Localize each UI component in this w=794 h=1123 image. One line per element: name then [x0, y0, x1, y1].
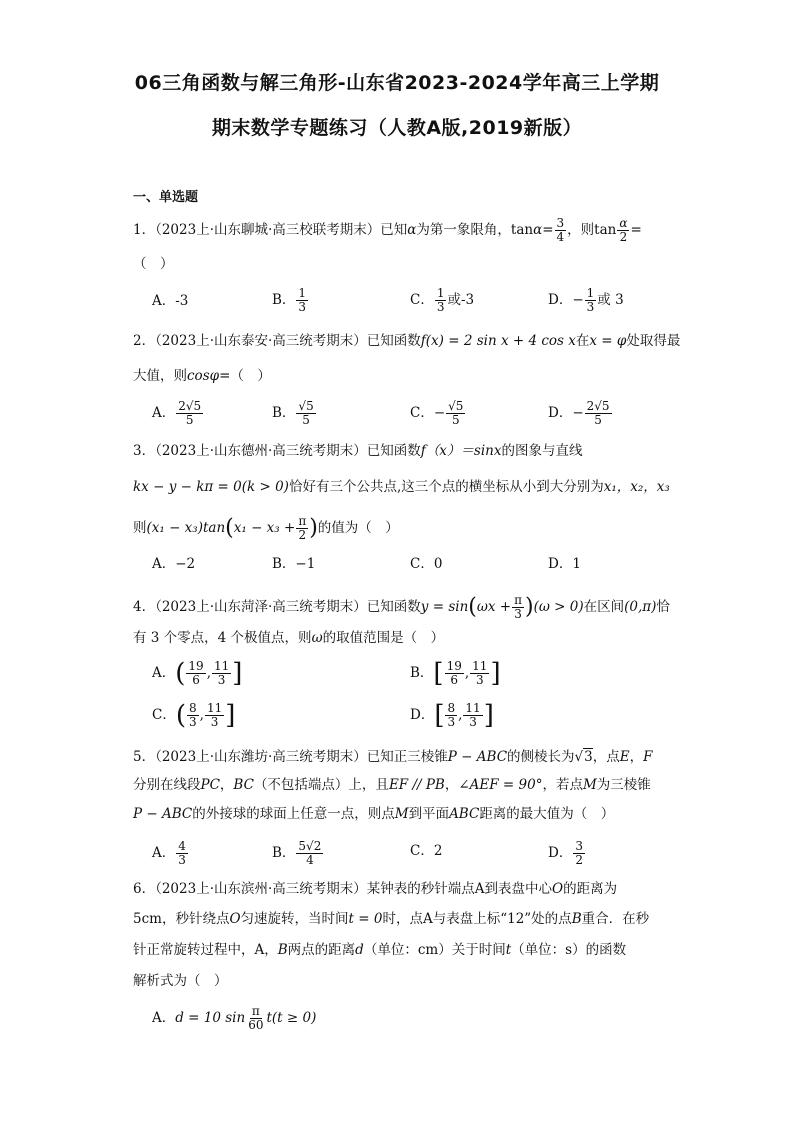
q1-option-b-label: B．	[272, 292, 296, 308]
q4-option-b-open: [	[433, 658, 444, 689]
q5-option-d-label: D．	[548, 845, 573, 861]
q4-option-a-n1: 19	[188, 659, 204, 673]
q4-open-paren: (	[468, 594, 477, 620]
q1-option-d-den: 3	[586, 300, 595, 314]
q6-point-o: O	[552, 881, 564, 897]
q4-condition: (ω > 0)	[533, 599, 584, 615]
q5-option-b-num: 5√2	[298, 839, 322, 853]
q5-comma: ，	[629, 749, 644, 765]
q4-option-d-n1: 8	[447, 701, 456, 715]
q1-tan-2: tan	[594, 222, 617, 238]
q4-option-c-frac1	[187, 702, 199, 729]
q5-point-f: F	[643, 749, 653, 765]
q5-option-d-frac	[573, 840, 585, 867]
q4-option-d: D．[ $\frac{8}{3}$ , $\frac{11}{3}$ ]	[410, 700, 494, 731]
q1-number: 1．	[133, 222, 156, 238]
q2-option-d-label: D．	[548, 405, 573, 421]
q3-option-d: D．1	[548, 556, 581, 572]
q3-number: 3．	[133, 443, 156, 459]
question-6-line4: 解析式为（ ）	[133, 973, 228, 989]
question-3-line2	[133, 476, 694, 498]
q5-option-d-num: 3	[575, 839, 583, 853]
question-2-stem	[133, 330, 694, 352]
q2-option-a-num: 2√5	[178, 399, 202, 413]
q6-line3-d: （单位：s）的函数	[511, 942, 627, 958]
q6-option-a-num: π	[251, 1004, 260, 1018]
q3-line2-text: 恰好有三个公共点,这三个点的横坐标从小到大分别为	[288, 479, 604, 495]
q1-option-c-tail: 或-3	[447, 292, 475, 308]
q4-option-b-close: ]	[490, 658, 501, 689]
q1-eq: =	[542, 222, 554, 238]
q5-option-a-den: 3	[178, 853, 186, 867]
q4-option-a-open: (	[175, 658, 186, 689]
q5-sqrt-inner: 3	[584, 749, 593, 765]
q4-inner: ωx +	[476, 599, 512, 615]
question-4-line2	[133, 627, 694, 649]
q2-line2-tail: =（ ）	[219, 368, 271, 384]
q4-pi-frac	[512, 594, 524, 621]
q5-option-b	[272, 840, 324, 867]
q1-option-d-tail: 或 3	[597, 292, 624, 308]
q5-option-a-frac	[176, 840, 188, 867]
question-3-stem	[133, 440, 694, 462]
q6-option-a-frac	[246, 1005, 265, 1032]
q3-text-a: 已知函数	[366, 443, 421, 459]
question-5-line3	[133, 803, 694, 825]
q5-line2-b: （不包括端点）上，且	[253, 777, 389, 793]
question-6-line3	[133, 939, 694, 961]
q3-expr-a: (x₁ − x₃)tan	[146, 520, 226, 536]
q3-option-a: A．−2	[152, 556, 196, 572]
q2-text-b: 在	[575, 333, 590, 349]
q6-option-a-label: A．	[152, 1010, 176, 1026]
q5-text-a: 已知正三棱锥	[366, 749, 448, 765]
q5-option-d	[548, 840, 586, 867]
q5-option-b-frac	[296, 840, 323, 867]
q2-option-c	[410, 400, 466, 427]
q3-pi-num: π	[298, 514, 307, 528]
q1-text-c: ，则	[567, 222, 595, 238]
question-4-stem	[133, 594, 694, 621]
q4-option-b-d2: 3	[475, 673, 484, 687]
q5-source: （2023上·山东潍坊·高三统考期末）	[155, 749, 367, 765]
q2-option-d-num: 2√5	[586, 399, 610, 413]
q5-option-a	[152, 840, 189, 867]
q5-comma-3: ，	[444, 777, 459, 793]
q4-option-c-label: C．	[152, 707, 176, 723]
q3-line-equation: kx − y − kπ = 0(k > 0)	[133, 479, 289, 495]
q5-abc: ABC	[449, 806, 480, 822]
q6-t0: t = 0	[348, 911, 383, 927]
question-6-stem	[133, 878, 694, 900]
q4-option-a-frac2	[212, 660, 231, 687]
q6-d: d	[355, 942, 364, 958]
q4-option-a-close: ]	[232, 658, 243, 689]
q1-option-c	[410, 287, 474, 314]
q5-line2-c: ，若点	[542, 777, 583, 793]
q6-t: t	[505, 942, 512, 958]
q2-text-a: 已知函数	[366, 333, 421, 349]
q4-option-b-n1: 19	[446, 659, 462, 673]
q1-option-d-frac	[585, 287, 597, 314]
q5-option-a-label: A．	[152, 845, 176, 861]
q3-line3-tail: 的值为（ ）	[317, 520, 399, 536]
q5-line2-a: 分别在线段	[133, 777, 201, 793]
q6-option-a-den: 60	[248, 1018, 264, 1032]
q3-option-c: C．0	[410, 556, 443, 572]
q5-angle: ∠AEF = 90°	[458, 777, 543, 793]
q4-text-b: 在区间	[583, 599, 625, 615]
q2-option-d	[548, 400, 613, 427]
q2-number: 2．	[133, 333, 156, 349]
q6-line2-b: 匀速旋转，当时间	[240, 911, 349, 927]
q2-source: （2023上·山东泰安·高三统考期末）	[155, 333, 367, 349]
q5-option-a-num: 4	[178, 839, 186, 853]
q6-option-a-tail: t(t ≥ 0)	[266, 1010, 317, 1026]
q1-option-b-frac	[296, 287, 308, 314]
q6-number: 6．	[133, 881, 156, 897]
q2-text-c: 处取得最	[626, 333, 681, 349]
q2-option-c-num: √5	[448, 399, 464, 413]
q2-option-d-den: 5	[594, 413, 602, 427]
q2-option-b-frac	[296, 400, 315, 427]
q1-option-c-label: C．	[410, 292, 434, 308]
q6-line3-b: 两点的距离	[287, 942, 356, 958]
q1-source: （2023上·山东聊城·高三校联考期末）	[155, 222, 381, 238]
q4-option-d-d2: 3	[469, 715, 477, 729]
q4-source: （2023上·山东菏泽·高三统考期末）	[155, 599, 367, 615]
q5-option-b-label: B．	[272, 845, 296, 861]
q6-option-a-expr: d = 10 sin	[175, 1010, 246, 1026]
q4-line2-text: 有 3 个零点，4 个极值点，则	[133, 630, 312, 646]
q2-option-b-num: √5	[298, 399, 314, 413]
q1-option-c-num: 1	[436, 286, 445, 300]
q1-text-a: 已知	[380, 222, 408, 238]
q2-option-a	[152, 400, 204, 427]
q3-close-paren: )	[309, 515, 318, 541]
q2-cos: cosφ	[187, 368, 220, 384]
q1-alpha-2: α	[533, 222, 543, 238]
question-3-line3	[133, 515, 694, 542]
q3-source: （2023上·山东德州·高三统考期末）	[155, 443, 367, 459]
q5-point-m: M	[582, 777, 597, 793]
q4-interval: (0,π)	[624, 599, 657, 615]
q1-tan: tan	[510, 222, 534, 238]
q4-omega: ω	[311, 630, 323, 646]
question-5-line2	[133, 774, 694, 796]
q5-pc: PC	[200, 777, 220, 793]
q4-pi-den: 3	[514, 607, 522, 621]
q6-point-b: B	[571, 911, 582, 927]
q6-text-b: 的距离为	[563, 881, 618, 897]
q4-pi-num: π	[514, 593, 522, 607]
q2-option-a-label: A．	[152, 405, 176, 421]
question-1-stem	[133, 217, 694, 244]
q4-option-c-d2: 3	[210, 715, 219, 729]
section-heading: 一、单选题	[133, 190, 199, 205]
q5-line3-c: 距离的最大值为（ ）	[479, 806, 615, 822]
q3-option-b: B．−1	[272, 556, 316, 572]
q6-text-a: 某钟表的秒针端点A到表盘中心	[366, 881, 553, 897]
q3-text-b: 的图象与直线	[501, 443, 583, 459]
q6-line2-c: 时，点A与表盘上标“12”处的点	[382, 911, 572, 927]
q4-text-c: 恰	[656, 599, 670, 615]
q4-option-d-close: ]	[483, 700, 494, 731]
q1-half-num: α	[619, 216, 628, 230]
q6-line2-d: 重合．在秒	[581, 911, 650, 927]
q5-sqrt-sign: √	[574, 749, 584, 765]
q4-option-b-d1: 6	[450, 673, 459, 687]
q2-option-c-label: C．	[410, 405, 434, 421]
q2-option-c-den: 5	[451, 413, 460, 427]
q4-option-d-n2: 11	[465, 701, 481, 715]
q5-option-b-den: 4	[306, 853, 314, 867]
q2-option-a-den: 5	[185, 413, 194, 427]
q3-pi-den: 2	[298, 528, 307, 542]
q2-line2-text: 大值，则	[133, 368, 187, 384]
q5-text-b: 的侧棱长为	[507, 749, 575, 765]
q4-option-b: B．[ $\frac{19}{6}$ , $\frac{11}{3}$ ]	[410, 658, 501, 689]
q5-line2-d: 为三棱锥	[596, 777, 651, 793]
q1-option-a: A．-3	[152, 293, 189, 309]
q4-option-b-n2: 11	[472, 659, 488, 673]
q4-option-d-frac2	[463, 702, 482, 729]
q3-pi-frac	[296, 515, 308, 542]
q1-option-b-den: 3	[298, 300, 307, 314]
q4-option-b-frac1	[445, 660, 464, 687]
q2-option-b	[272, 400, 317, 427]
q6-point-o-2: O	[229, 911, 241, 927]
q4-option-c-d1: 3	[189, 715, 197, 729]
q4-line2-tail: 的取值范围是（ ）	[322, 630, 445, 646]
q4-close-paren: )	[524, 594, 534, 620]
q4-option-b-frac2	[470, 660, 489, 687]
q3-x-values: x₁，x₂，x₃	[603, 479, 670, 495]
q2-option-a-frac	[176, 400, 203, 427]
page-title-line2: 期末数学专题练习（人教A版,2019新版）	[211, 117, 583, 139]
q1-option-d-label: D．	[548, 292, 573, 308]
q4-option-d-d1: 3	[447, 715, 456, 729]
q2-option-d-minus: −	[572, 405, 584, 421]
q5-point-m-2: M	[394, 806, 409, 822]
q5-option-c: C．2	[410, 843, 443, 859]
q2-option-c-frac	[446, 400, 465, 427]
q6-point-b-2: B	[277, 942, 288, 958]
q4-option-d-open: [	[434, 700, 445, 731]
q5-point-e: E	[619, 749, 630, 765]
q3-open-paren: (	[225, 515, 234, 541]
q4-option-b-label: B．	[410, 665, 434, 681]
q4-option-c-n1: 8	[189, 701, 197, 715]
q4-option-a-n2: 11	[213, 659, 230, 673]
q6-source: （2023上·山东滨州·高三统考期末）	[155, 881, 367, 897]
q4-option-d-label: D．	[410, 707, 435, 723]
q1-option-d-num: 1	[586, 286, 595, 300]
q4-option-a-frac1	[186, 660, 205, 687]
q4-text-a: 已知函数	[366, 599, 421, 615]
question-2-line2	[133, 365, 694, 387]
q4-option-a-label: A．	[152, 665, 176, 681]
q1-option-d	[548, 287, 624, 314]
q2-at: x = φ	[589, 333, 627, 349]
q6-line2-a: 5cm，秒针绕点	[133, 911, 230, 927]
q1-option-d-minus: −	[572, 292, 584, 308]
q5-text-c: ，点	[592, 749, 620, 765]
q5-bc: BC	[233, 777, 254, 793]
q2-option-d-frac	[585, 400, 612, 427]
q6-line3-c: （单位：cm）关于时间	[363, 942, 506, 958]
q1-frac-den: 4	[556, 230, 565, 244]
q6-option-a	[152, 1005, 316, 1032]
q1-alpha: α	[407, 222, 417, 238]
q3-line3-text: 则	[133, 520, 147, 536]
q5-option-d-den: 2	[575, 853, 583, 867]
q4-number: 4．	[133, 599, 156, 615]
q2-option-b-label: B．	[272, 405, 296, 421]
q5-line3-a: 的外接球的球面上任意一点，则点	[192, 806, 395, 822]
q5-line3-pabc: P − ABC	[133, 806, 193, 822]
q1-option-b	[272, 287, 309, 314]
q5-comma-2: ，	[219, 777, 234, 793]
q5-ef-parallel: EF // PB	[388, 777, 445, 793]
q2-function: f(x) = 2 sin x + 4 cos x	[420, 333, 576, 349]
q4-option-c-close: ]	[225, 700, 236, 731]
q4-option-c: C．( $\frac{8}{3}$ , $\frac{11}{3}$ ]	[152, 700, 236, 731]
q1-half-fraction	[617, 217, 629, 244]
q1-option-c-frac	[435, 287, 447, 314]
question-6-line2	[133, 908, 694, 930]
q5-pabc: P − ABC	[447, 749, 508, 765]
q4-option-a: A．( $\frac{19}{6}$ , $\frac{11}{3}$ ]	[152, 658, 243, 689]
q1-fraction	[555, 217, 567, 244]
q1-blank: （ ）	[133, 256, 174, 272]
q6-line3-a: 针正常旋转过程中，A，	[133, 942, 278, 958]
q4-option-d-frac1	[445, 702, 457, 729]
q1-option-b-num: 1	[298, 286, 307, 300]
q2-option-b-den: 5	[302, 413, 310, 427]
q4-option-c-open: (	[175, 700, 186, 731]
q5-number: 5．	[133, 749, 156, 765]
q3-expr-b: x₁ − x₃ +	[233, 520, 296, 536]
q4-option-c-frac2	[205, 702, 224, 729]
q3-function: f（x）＝sinx	[420, 443, 502, 459]
q1-frac-num: 3	[556, 216, 565, 230]
q5-line3-b: 到平面	[408, 806, 450, 822]
page-title-line1: 06三角函数与解三角形-山东省2023-2024学年高三上学期	[134, 72, 660, 94]
q1-text-b: 为第一象限角，	[416, 222, 511, 238]
q4-option-a-d1: 6	[192, 673, 200, 687]
question-5-stem	[133, 746, 694, 768]
q4-option-c-n2: 11	[206, 701, 223, 715]
q4-y-eq: y = sin	[420, 599, 469, 615]
q1-eq-2: =	[630, 222, 642, 238]
q1-option-c-den: 3	[436, 300, 445, 314]
q4-option-a-d2: 3	[217, 673, 226, 687]
q2-option-c-minus: −	[433, 405, 446, 421]
q1-half-den: 2	[619, 230, 628, 244]
